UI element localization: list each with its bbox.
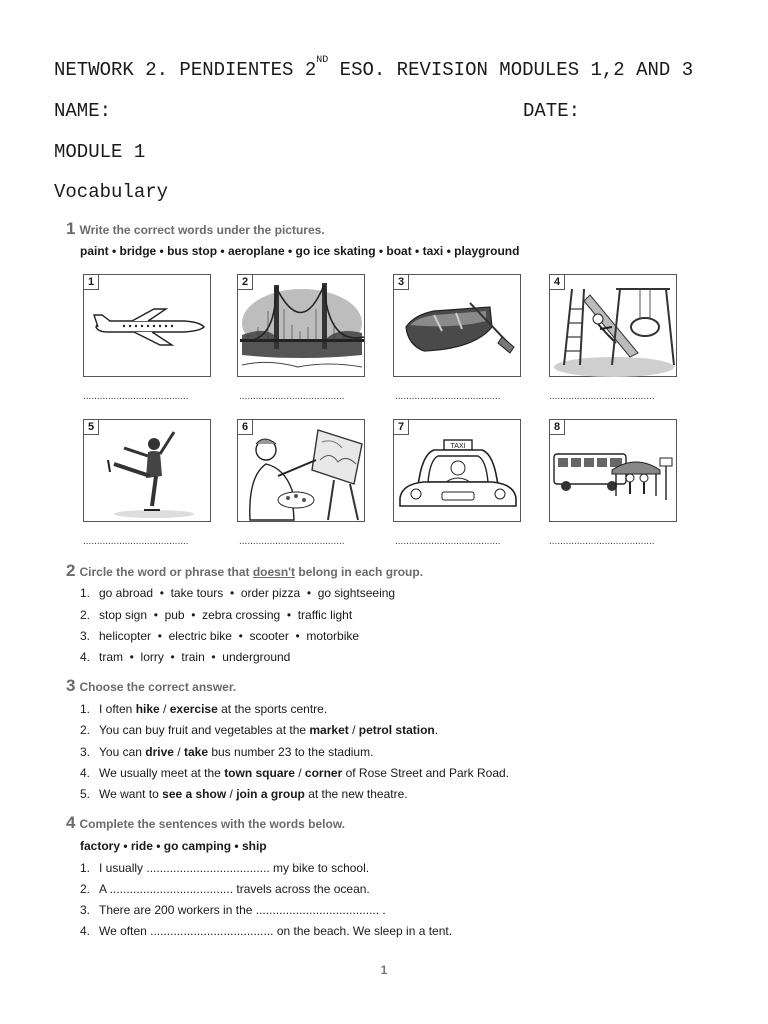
answer-line-5[interactable]: ...................................... (83, 536, 189, 547)
option-b[interactable]: take (183, 745, 208, 759)
ex3-item-4: 4. We usually meet at the town square / corner of Rose Street and Park Road. (80, 766, 510, 780)
taxi-icon (394, 420, 522, 523)
page-number: 1 (380, 963, 388, 977)
ex1-number: 1 (66, 219, 76, 238)
picture-2 (237, 274, 365, 377)
bridge-icon (238, 275, 366, 378)
bus-stop-icon (550, 420, 678, 523)
painter-icon (238, 420, 366, 523)
name-label: NAME: (54, 100, 112, 122)
picture-number: 4 (550, 275, 565, 290)
ex2-number: 2 (66, 561, 76, 580)
option-a[interactable]: see a show (162, 787, 227, 801)
ex3-item-5: 5. We want to see a show / join a group at the new theatre. (80, 787, 408, 801)
ex4-item-1[interactable]: 1. I usually ..................................... my bike to school. (80, 861, 370, 875)
ex1-instruction: 1 Write the correct words under the pictures. (66, 219, 325, 238)
ex4-item-4[interactable]: 4. We often ..................................... on the beach. We sleep in a tent. (80, 924, 453, 938)
picture-1 (83, 274, 211, 377)
boat-icon (394, 275, 522, 378)
picture-number: 6 (238, 420, 253, 435)
option-a[interactable]: drive (145, 745, 174, 759)
picture-number: 8 (550, 420, 565, 435)
option-a[interactable]: market (309, 723, 349, 737)
option-a[interactable]: hike (135, 702, 160, 716)
picture-number: 3 (394, 275, 409, 290)
ex4-instruction: 4 Complete the sentences with the words below. (66, 813, 346, 832)
option-b[interactable]: exercise (169, 702, 218, 716)
option-b[interactable]: petrol station (358, 723, 435, 737)
ex3-item-3: 3. You can drive / take bus number 23 to the stadium. (80, 745, 374, 759)
playground-icon (550, 275, 678, 378)
ex2-item-4[interactable]: 4. tram • lorry • train • underground (80, 650, 291, 664)
answer-line-6[interactable]: ...................................... (239, 536, 345, 547)
aeroplane-icon (84, 275, 212, 378)
answer-line-7[interactable]: ...................................... (395, 536, 501, 547)
picture-number: 7 (394, 420, 409, 435)
answer-line-4[interactable]: ...................................... (549, 391, 655, 402)
ex4-number: 4 (66, 813, 76, 832)
picture-4 (549, 274, 677, 377)
module-heading: MODULE 1 (54, 141, 146, 163)
ex3-item-2: 2. You can buy fruit and vegetables at the market / petrol station. (80, 723, 439, 737)
ex4-item-2[interactable]: 2. A ..................................... travels across the ocean. (80, 882, 370, 896)
picture-number: 5 (84, 420, 99, 435)
ex2-item-2[interactable]: 2. stop sign • pub • zebra crossing • traffic light (80, 608, 353, 622)
ex2-instruction: 2 Circle the word or phrase that doesn't belong in each group. (66, 561, 424, 580)
answer-line-1[interactable]: ...................................... (83, 391, 189, 402)
page-title: NETWORK 2. PENDIENTES 2ND ESO. REVISION MODULES 1,2 AND 3 (54, 55, 694, 81)
option-b[interactable]: join a group (236, 787, 305, 801)
svg-text:TAXI: TAXI (450, 443, 466, 450)
answer-line-3[interactable]: ...................................... (395, 391, 501, 402)
picture-number: 1 (84, 275, 99, 290)
ex4-word-bank: factory • ride • go camping • ship (80, 839, 267, 853)
picture-3 (393, 274, 521, 377)
picture-6 (237, 419, 365, 522)
picture-7 (393, 419, 521, 522)
ex3-instruction: 3 Choose the correct answer. (66, 676, 237, 695)
picture-8 (549, 419, 677, 522)
answer-line-2[interactable]: ...................................... (239, 391, 345, 402)
answer-line-8[interactable]: ...................................... (549, 536, 655, 547)
section-heading: Vocabulary (54, 181, 169, 203)
picture-number: 2 (238, 275, 253, 290)
ice-skater-icon (84, 420, 212, 523)
ex2-item-3[interactable]: 3. helicopter • electric bike • scooter • motorbike (80, 629, 360, 643)
option-a[interactable]: town square (224, 766, 295, 780)
ex3-item-1: 1. I often hike / exercise at the sports centre. (80, 702, 328, 716)
ex3-number: 3 (66, 676, 76, 695)
picture-5 (83, 419, 211, 522)
date-label: DATE: (523, 100, 581, 122)
option-b[interactable]: corner (304, 766, 343, 780)
ex2-item-1[interactable]: 1. go abroad • take tours • order pizza • go sightseeing (80, 586, 396, 600)
ex1-word-bank: paint • bridge • bus stop • aeroplane • go ice skating • boat • taxi • playground (80, 244, 520, 258)
ex4-item-3[interactable]: 3. There are 200 workers in the ..................................... . (80, 903, 386, 917)
